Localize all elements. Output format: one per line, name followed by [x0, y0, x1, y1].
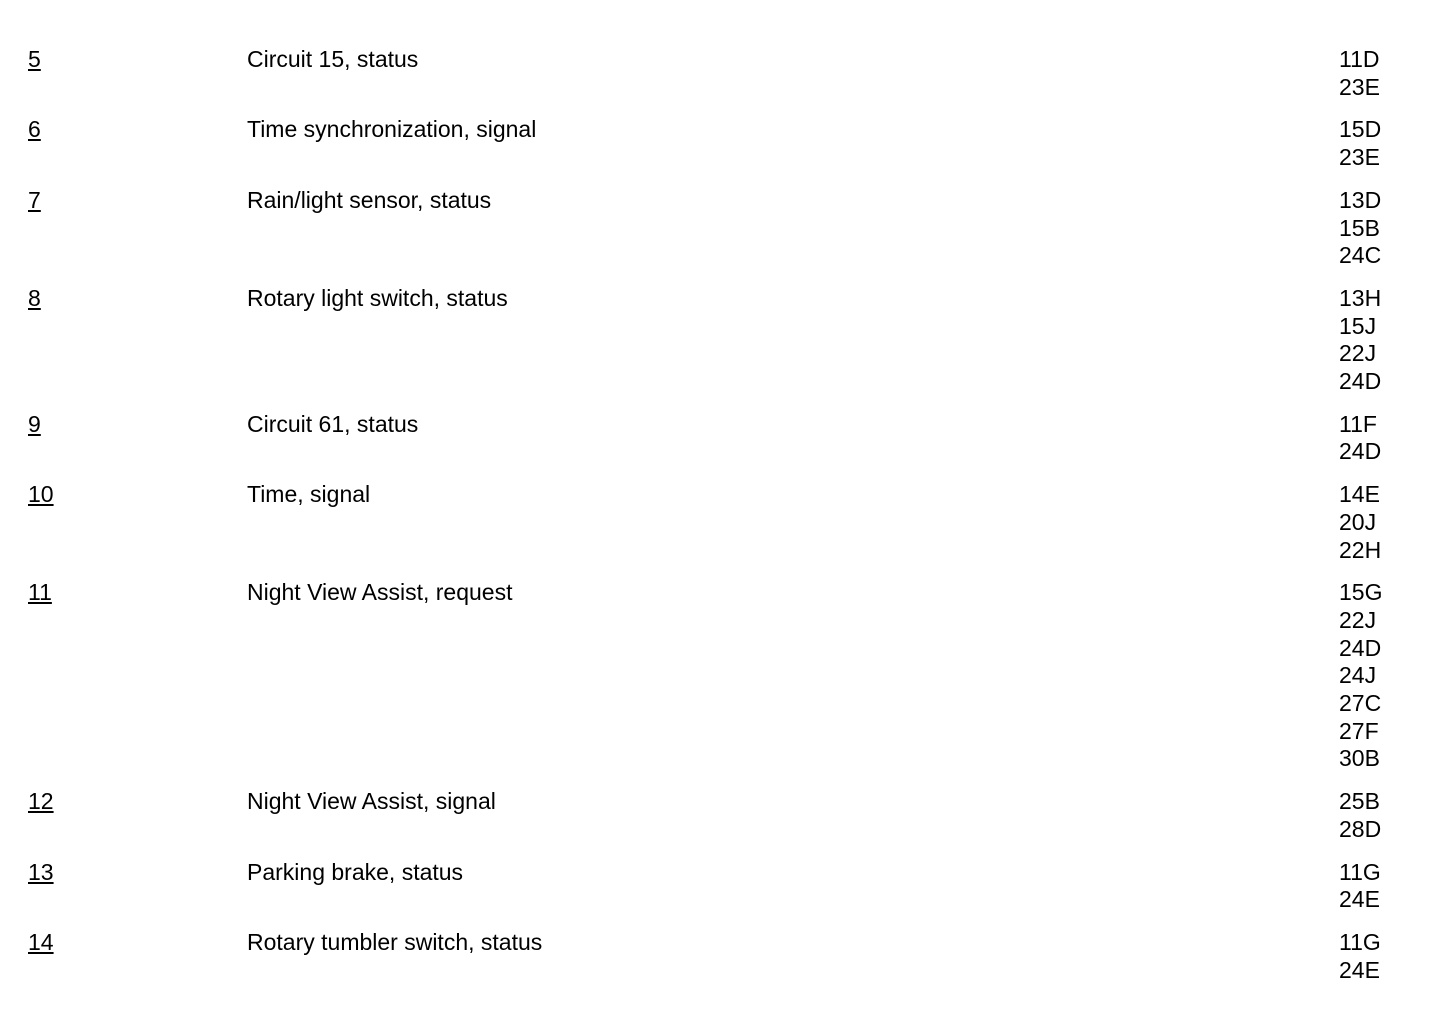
- list-item: [0, 187, 1440, 285]
- ref-code: 27F: [1339, 717, 1379, 744]
- ref-code: 11F: [1339, 410, 1377, 437]
- entry-label: Night View Assist, signal: [247, 788, 496, 815]
- entry-label: Circuit 15, status: [247, 46, 419, 72]
- list-item: [0, 859, 1440, 929]
- ref-code: 30B: [1339, 745, 1380, 772]
- ref-code: 23E: [1339, 73, 1380, 100]
- entry-label: Time synchronization, signal: [247, 116, 537, 143]
- ref-code: 27C: [1339, 690, 1382, 717]
- list-item: [0, 46, 1440, 116]
- entry-number-link[interactable]: 13: [28, 858, 54, 885]
- entry-label: Night View Assist, request: [247, 579, 513, 606]
- list-item: [0, 411, 1440, 481]
- list-item: [0, 929, 1440, 999]
- entry-label: Rain/light sensor, status: [247, 186, 492, 213]
- entry-number-link[interactable]: 12: [28, 788, 54, 815]
- entry-number-link[interactable]: 8: [28, 284, 41, 311]
- entry-number-link[interactable]: 11: [28, 579, 52, 606]
- entry-refs: [1339, 116, 1439, 171]
- entry-number-link[interactable]: 14: [28, 928, 54, 955]
- list-item: [0, 116, 1440, 186]
- entry-refs: [1339, 46, 1439, 101]
- ref-code: 22J: [1339, 606, 1377, 633]
- entry-number-link[interactable]: 7: [28, 186, 41, 213]
- entry-label: Parking brake, status: [247, 858, 464, 885]
- entry-refs: [1339, 788, 1439, 843]
- entry-number-link[interactable]: 9: [28, 410, 41, 437]
- ref-code: 24E: [1339, 886, 1380, 913]
- ref-code: 11D: [1339, 46, 1380, 72]
- entry-number-link[interactable]: 10: [28, 481, 54, 508]
- ref-code: 22H: [1339, 536, 1382, 563]
- entry-refs: [1339, 579, 1439, 773]
- entry-label: Time, signal: [247, 481, 371, 508]
- list-item: [0, 481, 1440, 579]
- entry-number-link[interactable]: 6: [28, 116, 41, 143]
- ref-code: 23E: [1339, 144, 1380, 171]
- list-item: [0, 788, 1440, 858]
- entry-label: Circuit 61, status: [247, 410, 419, 437]
- ref-code: 20J: [1339, 508, 1377, 535]
- entry-refs: [1339, 187, 1439, 270]
- ref-code: 11G: [1339, 858, 1381, 885]
- ref-code: 22J: [1339, 340, 1377, 367]
- ref-code: 15D: [1339, 116, 1382, 143]
- entry-refs: [1339, 481, 1439, 564]
- list-item: [0, 579, 1440, 788]
- entry-refs: [1339, 411, 1439, 466]
- ref-code: 13D: [1339, 186, 1382, 213]
- ref-code: 24E: [1339, 956, 1380, 983]
- ref-code: 24D: [1339, 368, 1382, 395]
- ref-code: 14E: [1339, 481, 1380, 508]
- entry-refs: [1339, 859, 1439, 914]
- list-item: [0, 285, 1440, 411]
- signal-list: [0, 46, 1440, 999]
- entry-number-link[interactable]: 5: [28, 46, 41, 72]
- entry-refs: [1339, 285, 1439, 396]
- ref-code: 11G: [1339, 928, 1381, 955]
- ref-code: 15B: [1339, 214, 1380, 241]
- ref-code: 24D: [1339, 634, 1382, 661]
- ref-code: 13H: [1339, 284, 1382, 311]
- ref-code: 15J: [1339, 312, 1377, 339]
- entry-refs: [1339, 929, 1439, 984]
- ref-code: 24J: [1339, 662, 1377, 689]
- ref-code: 24D: [1339, 438, 1382, 465]
- entry-label: Rotary tumbler switch, status: [247, 928, 543, 955]
- ref-code: 24C: [1339, 242, 1382, 269]
- ref-code: 15G: [1339, 579, 1383, 606]
- ref-code: 25B: [1339, 788, 1380, 815]
- entry-label: Rotary light switch, status: [247, 284, 508, 311]
- ref-code: 28D: [1339, 815, 1382, 842]
